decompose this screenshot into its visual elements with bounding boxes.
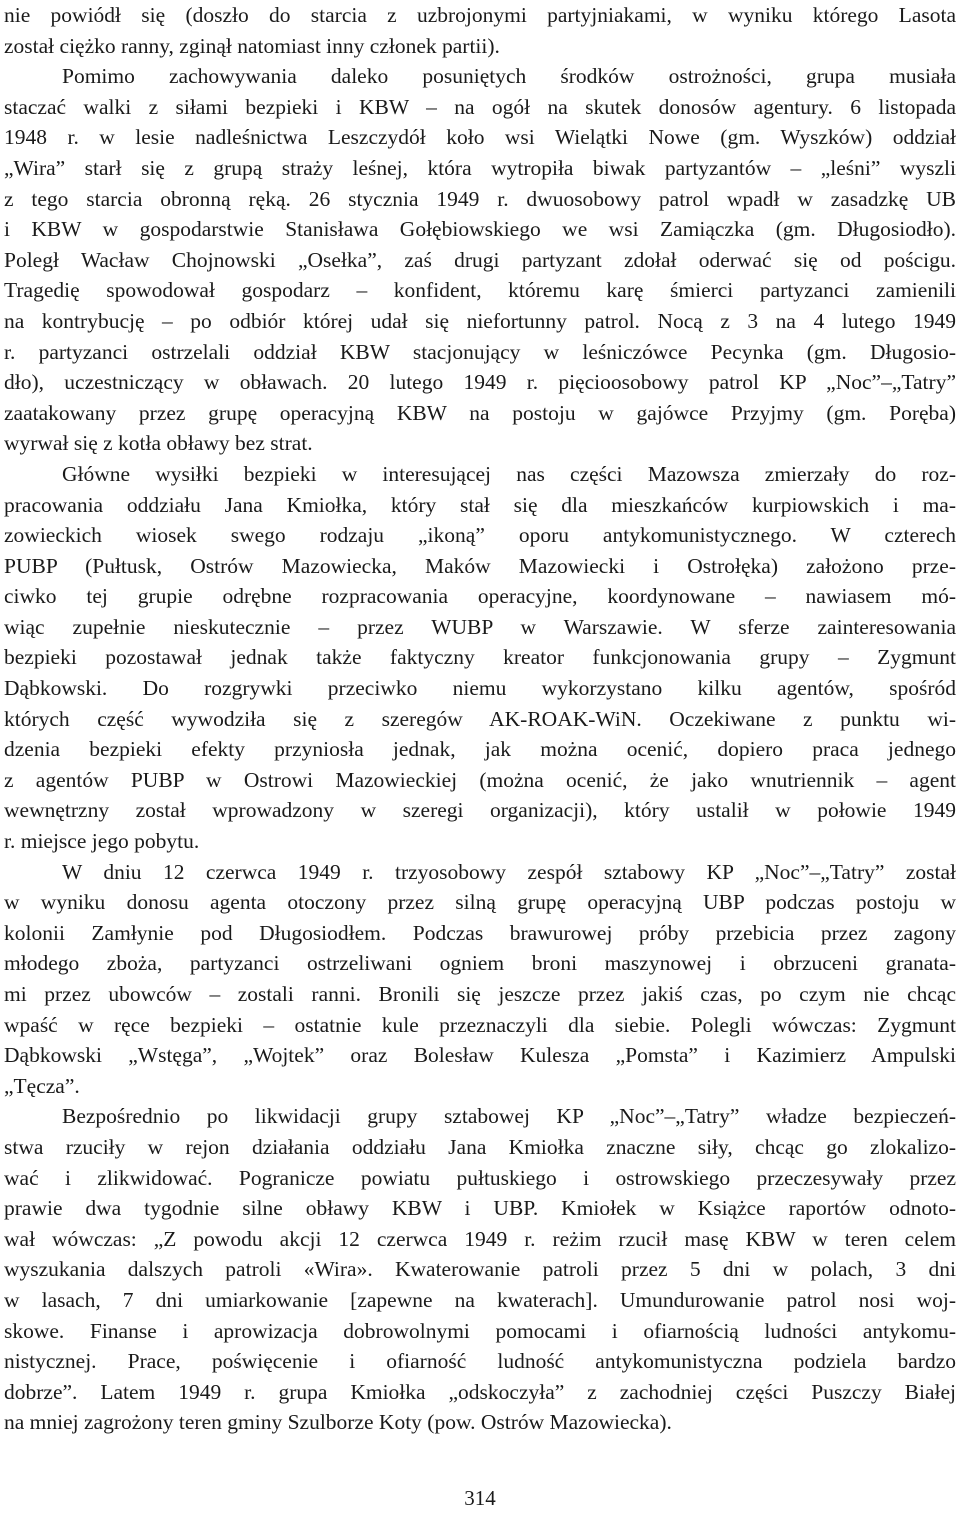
text-line: „Tęcza”.: [4, 1073, 80, 1098]
text-line: wyrwał się z kotła obławy bez strat.: [4, 431, 313, 456]
text-line: r. miejsce jego pobytu.: [4, 829, 200, 854]
text-line: staczać walki z siłami bezpieki i KBW – na ogół na skutek donosów agentury. 6 listopada: [4, 94, 956, 119]
text-line: z tego starcia obronną ręką. 26 stycznia 1949 r. dwuosobowy patrol wpadł w zasadzkę UB: [4, 186, 956, 211]
page-number: 314: [464, 1486, 496, 1510]
text-line: dło), uczestniczący w obławach. 20 lutego 1949 r. pięcioosobowy patrol KP „Noc”–„Tatry”: [4, 370, 956, 395]
text-line: W dniu 12 czerwca 1949 r. trzyosobowy zespół sztabowy KP „Noc”–„Tatry” został: [62, 859, 956, 884]
text-line: Dąbkowski. Do rozgrywki przeciwko niemu wykorzystano kilku agentów, spośród: [4, 676, 956, 701]
text-line: PUBP (Pułtusk, Ostrów Mazowiecka, Maków Mazowiecki i Ostrołęka) założono prze-: [4, 553, 956, 578]
text-line: Główne wysiłki bezpieki w interesującej nas części Mazowsza zmierzały do roz-: [62, 461, 956, 486]
text-line: zowieckich wiosek swego rodzaju „ikoną” oporu antykomunistycznego. W czterech: [4, 523, 956, 548]
text-line: wpaść w ręce bezpieki – ostatnie kule przeznaczyli dla siebie. Polegli wówczas: Zygmunt: [4, 1012, 956, 1037]
text-line: Poległ Wacław Chojnowski „Osełka”, zaś drugi partyzant zdołał oderwać się od pościgu.: [4, 247, 956, 272]
text-line: na mniej zagrożony teren gminy Szulborze Koty (pow. Ostrów Mazowiecka).: [4, 1410, 672, 1435]
text-line: nie powiódł się (doszło do starcia z uzbrojonymi partyjniakami, w wyniku którego Lasota: [4, 3, 956, 27]
text-line: dobrze”. Latem 1949 r. grupa Kmiołka „odskoczyła” z zachodniej części Puszczy Białej: [4, 1379, 956, 1404]
body-text: [4, 0, 956, 1438]
text-line: wyszukania dalszych patroli «Wira». Kwaterowanie patroli przez 5 dni w polach, 3 dni: [4, 1257, 956, 1282]
text-line: zaatakowany przez grupę operacyjną KBW na postoju w gajówce Przyjmy (gm. Poręba): [4, 400, 956, 425]
text-line: 1948 r. w lesie nadleśnictwa Leszczydół koło wsi Wielątki Nowe (gm. Wyszków) oddział: [4, 125, 956, 150]
text-line: pracowania oddziału Jana Kmiołka, który stał się dla mieszkańców kurpiowskich i ma-: [4, 492, 956, 517]
text-line: młodego zboża, partyzanci ostrzeliwani ogniem broni maszynowej i obrzuceni granata-: [4, 951, 956, 976]
text-line: kolonii Zamłynie pod Długosiodłem. Podczas brawurowej próby przebicia przez zagony: [4, 920, 956, 945]
text-line: Bezpośrednio po likwidacji grupy sztabowej KP „Noc”–„Tatry” władze bezpieczeń-: [62, 1104, 956, 1129]
text-line: „Wira” starł się z grupą straży leśnej, która wytropiła biwak partyzantów – „leśni” wyszli: [4, 155, 956, 180]
text-line: stwa rzuciły w rejon działania oddziału Jana Kmiołka znaczne siły, chcąc go zlokalizo-: [4, 1134, 956, 1159]
text-line: Dąbkowski „Wstęga”, „Wojtek” oraz Bolesław Kulesza „Pomsta” i Kazimierz Ampulski: [4, 1043, 956, 1068]
text-line: ciwko tej grupie odrębne rozpracowania operacyjne, koordynowane – nawiasem mó-: [4, 584, 956, 609]
text-line: z agentów PUBP w Ostrowi Mazowieckiej (można ocenić, że jako wnutriennik – agent: [4, 767, 956, 792]
text-line: został ciężko ranny, zginął natomiast inny członek partii).: [4, 33, 500, 58]
text-line: Pomimo zachowywania daleko posuniętych środków ostrożności, grupa musiała: [62, 64, 956, 89]
text-line: nistycznej. Prace, poświęcenie i ofiarność ludność antykomunistyczna podziela bardzo: [4, 1349, 956, 1374]
text-line: mi przez ubowców – zostali ranni. Bronili się jeszcze przez jakiś czas, po czym nie chcąc: [4, 982, 956, 1006]
text-line: i KBW w gospodarstwie Stanisława Gołębiowskiego we wsi Zamiączka (gm. Długosiodło).: [4, 217, 956, 242]
text-line: na kontrybucję – po odbiór której udał się niefortunny patrol. Nocą z 3 na 4 lutego 1949: [4, 308, 956, 333]
text-line: r. partyzanci ostrzelali oddział KBW stacjonujący w leśniczówce Pecynka (gm. Długosio-: [4, 339, 956, 364]
text-line: wewnętrzny został wprowadzony w szeregi organizacji), który ustalił w połowie 1949: [4, 798, 956, 823]
text-line: prawie dwa tygodnie silne obławy KBW i UBP. Kmiołek w Książce raportów odnoto-: [4, 1196, 956, 1221]
text-line: wać i zlikwidować. Pogranicze powiatu pułtuskiego i ostrowskiego przeczesywały przez: [4, 1165, 956, 1190]
text-line: w wyniku donosu agenta otoczony przez silną grupę operacyjną UBP podczas postoju w: [4, 890, 956, 915]
text-line: wał wówczas: „Z powodu akcji 12 czerwca 1949 r. reżim rzucił masę KBW w teren celem: [4, 1226, 956, 1251]
text-line: Tragedię spowodował gospodarz – konfident, któremu karę śmierci partyzanci zamienili: [4, 278, 956, 303]
text-line: których część wywodziła się z szeregów AK-ROAK-WiN. Oczekiwane z punktu wi-: [4, 706, 956, 731]
text-line: skowe. Finanse i aprowizacja dobrowolnymi pomocami i ofiarnością ludności antykomu-: [4, 1318, 956, 1343]
text-line: w lasach, 7 dni umiarkowanie [zapewne na kwaterach]. Umundurowanie patrol nosi woj-: [4, 1287, 956, 1312]
text-line: bezpieki pozostawał jednak także faktyczny kreator funkcjonowania grupy – Zygmunt: [4, 645, 956, 670]
text-line: dzenia bezpieki efekty przyniosła jednak, jak można ocenić, dopiero praca jednego: [4, 737, 956, 762]
text-line: wiąc zupełnie nieskutecznie – przez WUBP w Warszawie. W sferze zainteresowania: [4, 614, 956, 639]
